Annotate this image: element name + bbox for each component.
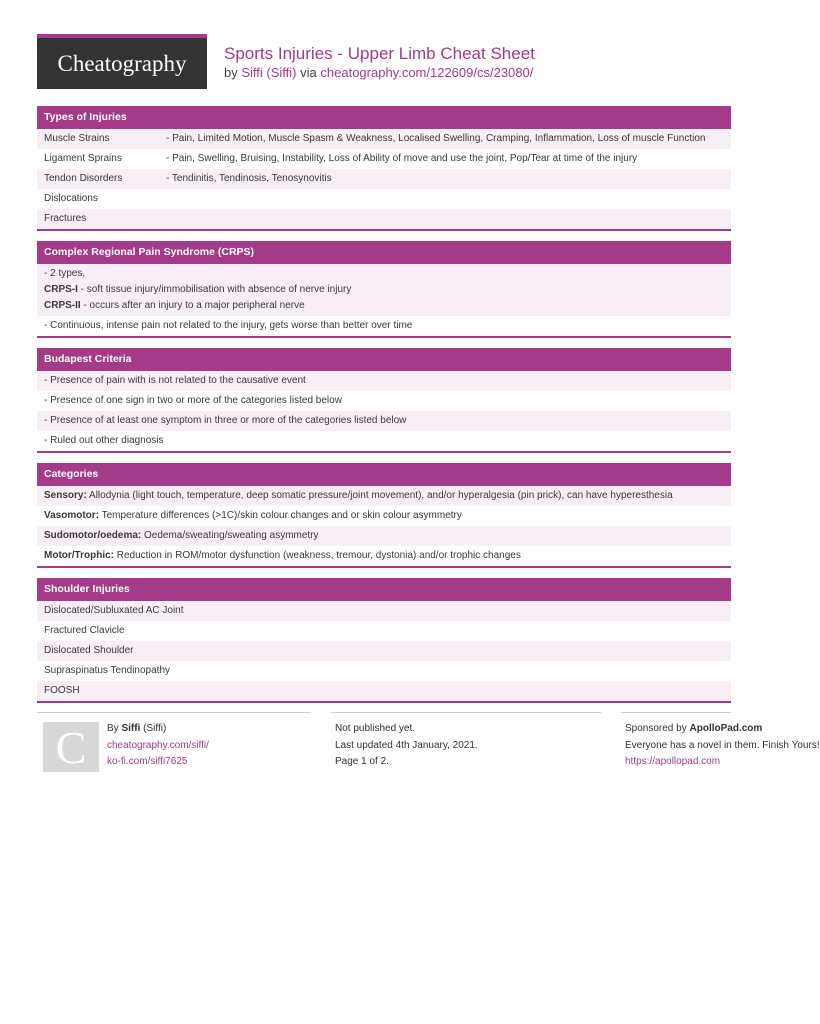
table-row bbox=[37, 149, 731, 169]
byline-by: by bbox=[224, 65, 238, 80]
byline-via: via bbox=[300, 65, 317, 80]
shoulder-injury: Dislocated/Subluxated AC Joint bbox=[44, 605, 184, 616]
table-row bbox=[37, 316, 731, 336]
crps-pain-description: - Continuous, intense pain not related to the injury, gets worse than better over time bbox=[44, 320, 413, 331]
sponsor-prefix: Sponsored by bbox=[625, 723, 690, 734]
category-text: Temperature differences (>1C)/skin colour changes and or skin colour asymmetry bbox=[99, 510, 462, 521]
criterion-text: - Ruled out other diagnosis bbox=[44, 435, 164, 446]
category-text: Reduction in ROM/motor dysfunction (weakness, tremour, dystonia) and/or trophic changes bbox=[114, 550, 521, 561]
injury-name: Dislocations bbox=[44, 193, 98, 204]
section-types-of-injuries bbox=[37, 106, 731, 231]
injury-description bbox=[166, 209, 731, 229]
table-row bbox=[37, 641, 731, 661]
table-row bbox=[37, 209, 731, 229]
footer-author-column bbox=[107, 721, 209, 771]
crps2-label: CRPS-II bbox=[44, 300, 81, 311]
criterion-text: - Presence of at least one symptom in three or more of the categories listed below bbox=[44, 415, 407, 426]
shoulder-injury: Fractured Clavicle bbox=[44, 625, 125, 636]
crps2-line bbox=[44, 298, 731, 314]
author-link[interactable]: Siffi (Siffi) bbox=[241, 65, 297, 80]
section-header: Shoulder Injuries bbox=[37, 578, 731, 601]
section-shoulder-injuries bbox=[37, 578, 731, 703]
table-row bbox=[37, 264, 731, 316]
kofi-link[interactable]: ko-fi.com/siffi7625 bbox=[107, 756, 188, 767]
injury-description bbox=[166, 189, 731, 209]
crps1-label: CRPS-I bbox=[44, 284, 78, 295]
footer-status-column bbox=[335, 721, 478, 771]
section-crps bbox=[37, 241, 731, 338]
section-budapest-criteria bbox=[37, 348, 731, 453]
injury-name: Tendon Disorders bbox=[44, 173, 123, 184]
sponsor-tagline: Everyone has a novel in them. Finish Yours! bbox=[625, 739, 820, 751]
table-row bbox=[37, 661, 731, 681]
table-row bbox=[37, 681, 731, 701]
sponsor-name[interactable]: ApolloPad.com bbox=[689, 723, 763, 734]
footer-divider bbox=[37, 712, 311, 713]
footer-divider bbox=[331, 712, 601, 713]
table-row bbox=[37, 411, 731, 431]
table-row bbox=[37, 431, 731, 451]
footer-sponsor-column bbox=[625, 721, 820, 771]
table-row bbox=[37, 189, 731, 209]
injury-name: Fractures bbox=[44, 213, 87, 224]
footer-divider bbox=[621, 712, 731, 713]
page-footer bbox=[37, 712, 820, 782]
footer-author-handle: (Siffi) bbox=[140, 723, 167, 734]
sponsor-line bbox=[625, 721, 820, 738]
table-row bbox=[37, 506, 731, 526]
crps2-text: - occurs after an injury to a major peripheral nerve bbox=[80, 300, 305, 311]
injury-description: - Pain, Limited Motion, Muscle Spasm & Weakness, Localised Swelling, Cramping, Inflammation, Loss of muscle Function bbox=[166, 133, 706, 144]
shoulder-injury: FOOSH bbox=[44, 685, 80, 696]
footer-author-line bbox=[107, 721, 209, 738]
table-row bbox=[37, 371, 731, 391]
author-avatar[interactable]: C bbox=[43, 722, 99, 772]
shoulder-injury: Supraspinatus Tendinopathy bbox=[44, 665, 171, 676]
table-row bbox=[37, 621, 731, 641]
injury-name: Muscle Strains bbox=[44, 133, 110, 144]
category-text: Allodynia (light touch, temperature, deep somatic pressure/joint movement), and/or hyperalgesia (pin prick), can have hyperesthesia bbox=[86, 490, 673, 501]
section-header: Categories bbox=[37, 463, 731, 486]
sheet-title: Sports Injuries - Upper Limb Cheat Sheet bbox=[224, 44, 535, 63]
cheat-sheet-content bbox=[37, 106, 731, 713]
table-row bbox=[37, 391, 731, 411]
sponsor-link[interactable]: https://apollopad.com bbox=[625, 756, 721, 767]
sheet-url-link[interactable]: cheatography.com/122609/cs/23080/ bbox=[320, 65, 534, 80]
shoulder-injury: Dislocated Shoulder bbox=[44, 645, 134, 656]
injury-description: - Tendinitis, Tendinosis, Tenosynovitis bbox=[166, 173, 332, 184]
section-categories bbox=[37, 463, 731, 568]
crps1-text: - soft tissue injury/immobilisation with absence of nerve injury bbox=[77, 284, 352, 295]
footer-by: By bbox=[107, 723, 122, 734]
table-row bbox=[37, 129, 731, 149]
author-profile-link[interactable]: cheatography.com/siffi/ bbox=[107, 739, 209, 751]
publish-status: Not published yet. bbox=[335, 723, 416, 734]
section-header: Types of Injuries bbox=[37, 106, 731, 129]
category-text: Oedema/sweating/sweating asymmetry bbox=[141, 530, 319, 541]
table-row bbox=[37, 169, 731, 189]
table-row bbox=[37, 486, 731, 506]
crps-types-line: - 2 types, bbox=[44, 268, 86, 279]
category-label: Sensory: bbox=[44, 490, 87, 501]
crps1-line bbox=[44, 282, 731, 298]
injury-description: - Pain, Swelling, Bruising, Instability, Loss of Ability of move and use the joint, Pop/Tear at time of the injury bbox=[166, 153, 638, 164]
table-row bbox=[37, 601, 731, 621]
table-row bbox=[37, 526, 731, 546]
table-row bbox=[37, 546, 731, 566]
criterion-text: - Presence of pain with is not related to the causative event bbox=[44, 375, 306, 386]
criterion-text: - Presence of one sign in two or more of the categories listed below bbox=[44, 395, 342, 406]
category-label: Sudomotor/oedema: bbox=[44, 530, 142, 541]
footer-author-name[interactable]: Siffi bbox=[121, 723, 141, 734]
section-header: Budapest Criteria bbox=[37, 348, 731, 371]
page-number: Page 1 of 2. bbox=[335, 756, 389, 767]
section-header: Complex Regional Pain Syndrome (CRPS) bbox=[37, 241, 731, 264]
injury-name: Ligament Sprains bbox=[44, 153, 122, 164]
category-label: Vasomotor: bbox=[44, 510, 100, 521]
last-updated: Last updated 4th January, 2021. bbox=[335, 739, 478, 751]
category-label: Motor/Trophic: bbox=[44, 550, 114, 561]
byline bbox=[224, 65, 533, 80]
cheatography-logo[interactable]: Cheatography bbox=[37, 34, 207, 89]
